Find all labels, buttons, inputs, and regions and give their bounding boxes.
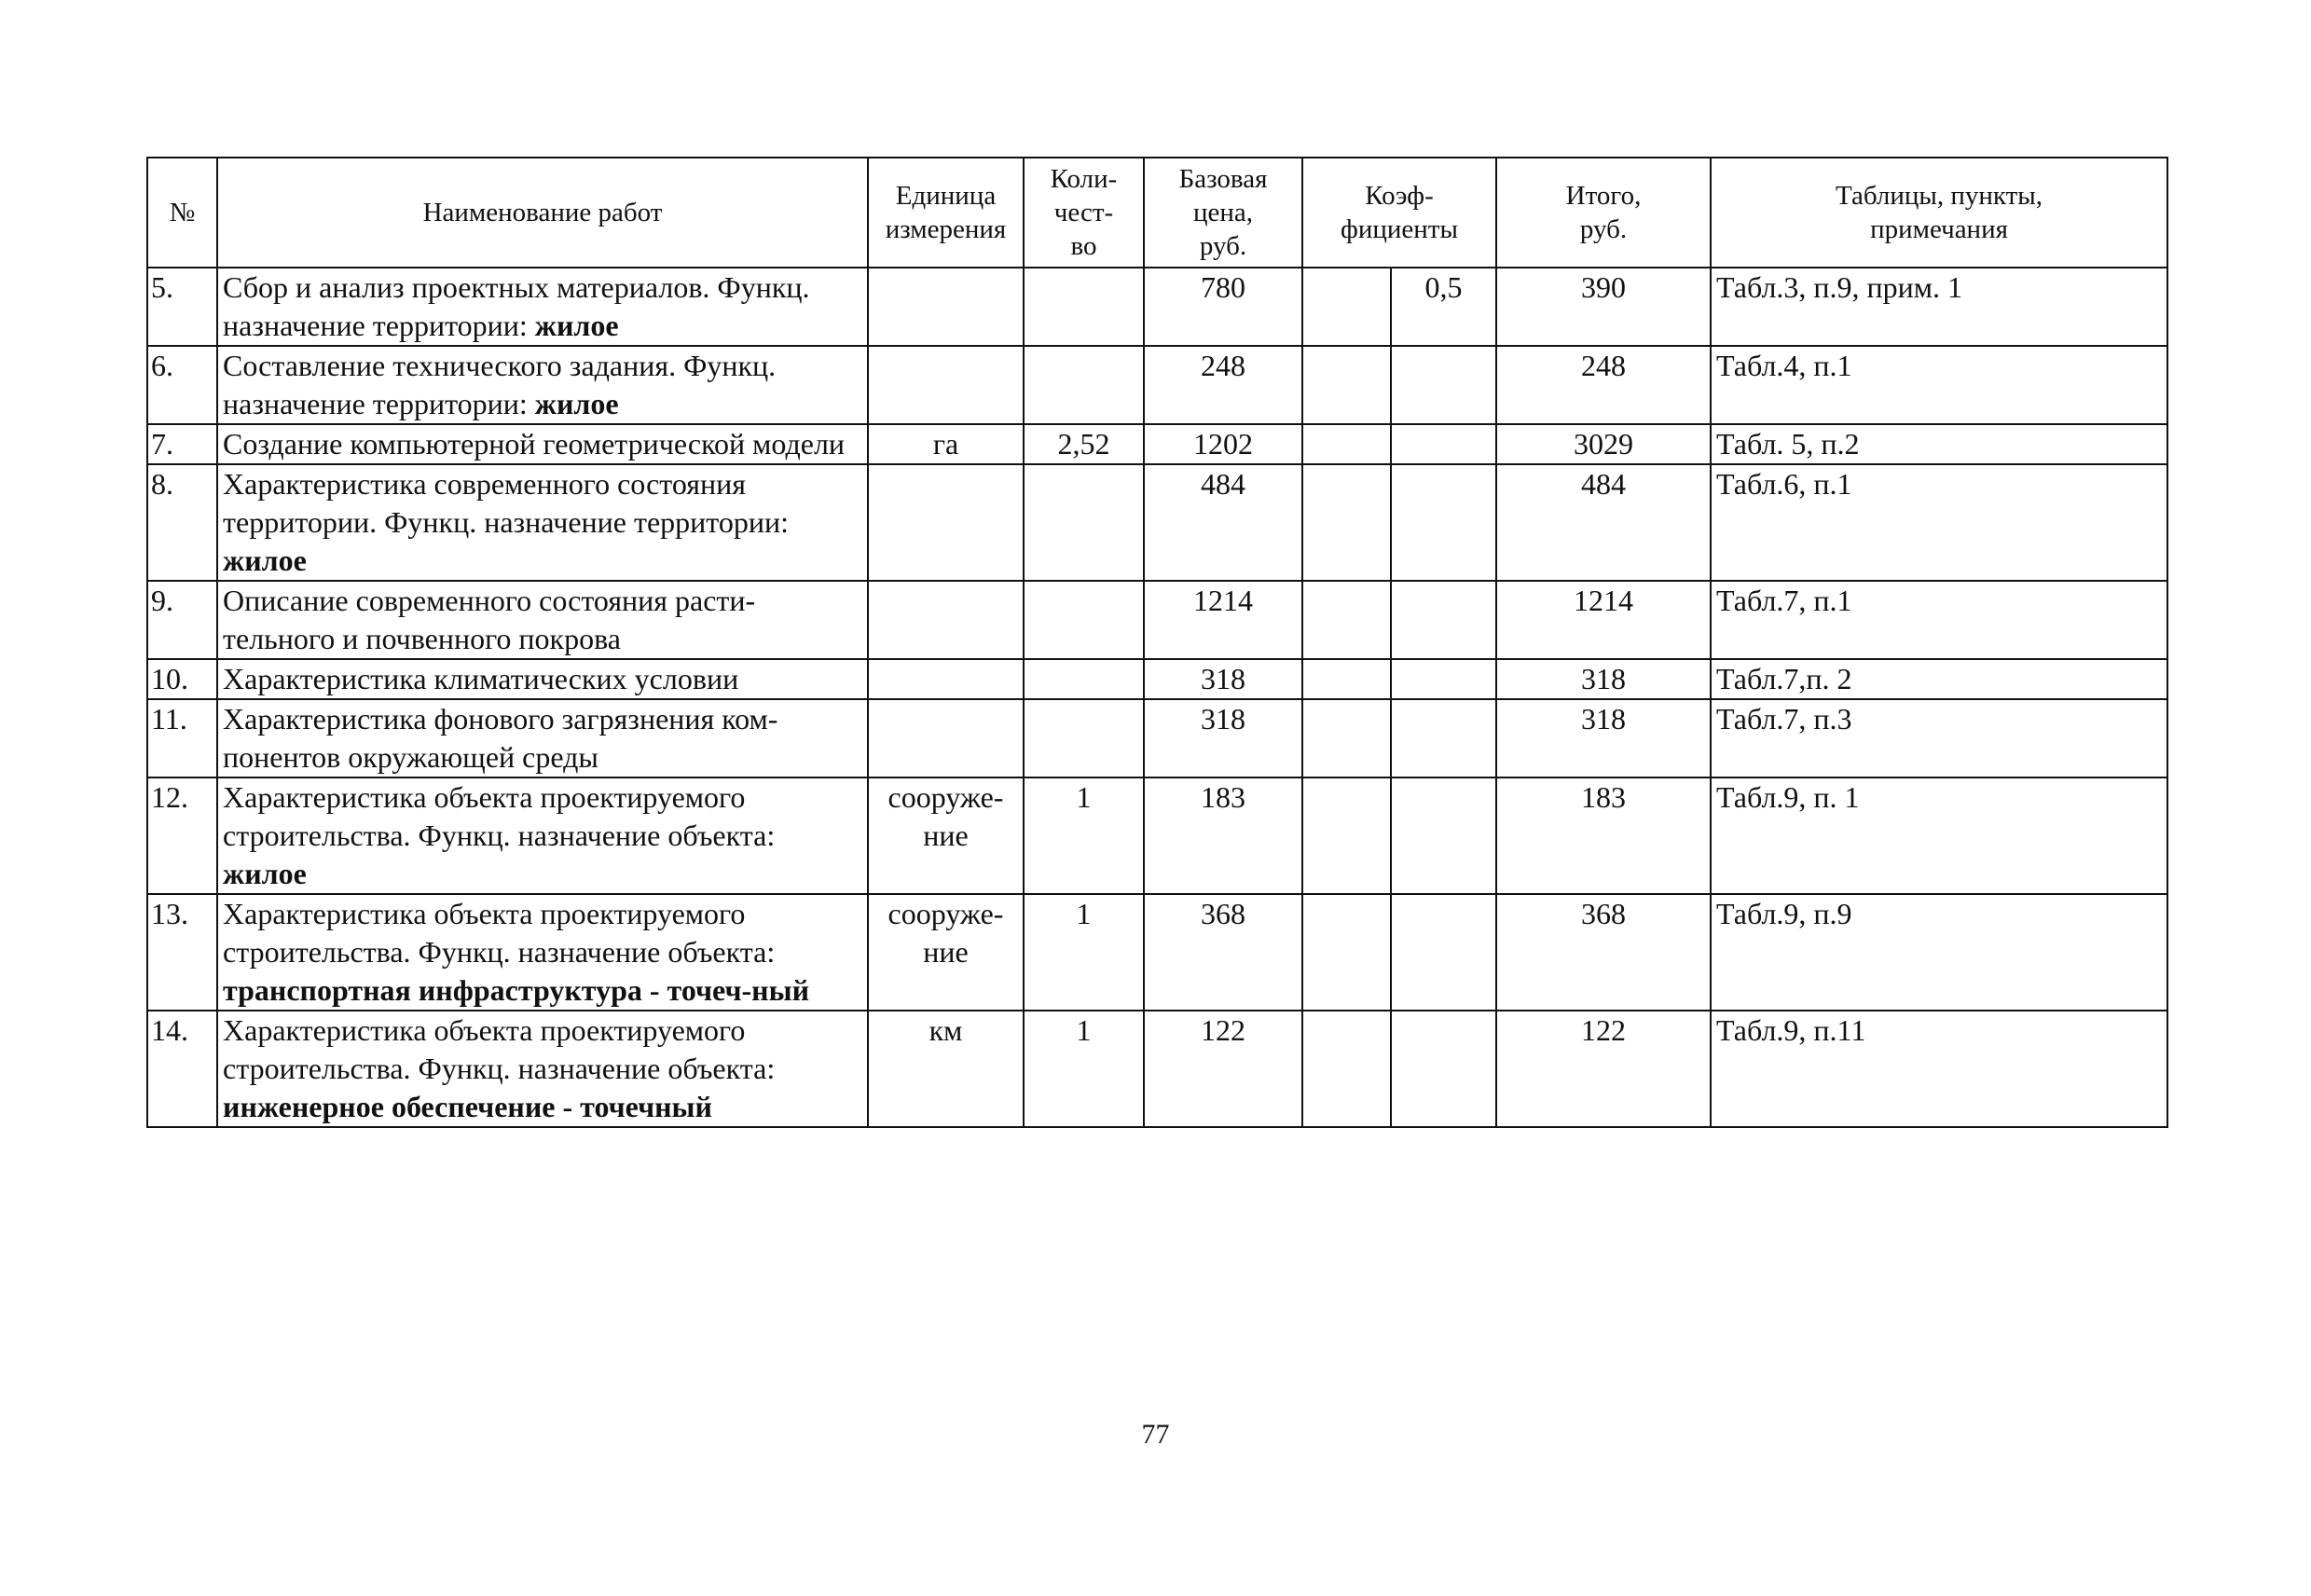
row-name-bold-text: жилое (223, 857, 307, 890)
row-coef1-cell (1302, 1011, 1391, 1127)
row-num-cell: 8. (147, 464, 217, 581)
row-total-cell: 122 (1496, 1011, 1711, 1127)
row-refs-cell: Табл.7, п.1 (1711, 581, 2167, 659)
row-name-text: Характеристика объекта проектируемого строительства. Функц. назначение объекта: (223, 897, 776, 969)
row-qty-cell (1024, 659, 1144, 699)
row-name-text: Характеристика объекта проектируемого строительства. Функц. назначение объекта: (223, 1013, 776, 1085)
row-name-cell (217, 346, 868, 424)
row-coef2-cell (1391, 894, 1496, 1011)
row-refs-cell: Табл.9, п.9 (1711, 894, 2167, 1011)
row-coef1-cell (1302, 346, 1391, 424)
row-num-cell: 7. (147, 424, 217, 464)
row-total-cell: 318 (1496, 699, 1711, 777)
row-base-price-cell: 780 (1144, 268, 1302, 346)
row-qty-cell: 1 (1024, 894, 1144, 1011)
row-coef1-cell (1302, 699, 1391, 777)
row-name-cell (217, 424, 868, 464)
row-refs-cell: Табл.9, п. 1 (1711, 777, 2167, 894)
page-number: 77 (1141, 1419, 1170, 1450)
row-coef2-cell (1391, 1011, 1496, 1127)
row-refs-cell: Табл.7,п. 2 (1711, 659, 2167, 699)
row-qty-cell: 1 (1024, 1011, 1144, 1127)
row-base-price-cell: 183 (1144, 777, 1302, 894)
row-unit-cell (868, 699, 1024, 777)
row-base-price-cell: 1202 (1144, 424, 1302, 464)
row-name-cell (217, 699, 868, 777)
row-name-bold-text: жилое (534, 309, 619, 342)
header-name: Наименование работ (217, 158, 868, 268)
row-name-bold-text: инженерное обеспечение - точечный (223, 1090, 712, 1123)
row-refs-cell: Табл.9, п.11 (1711, 1011, 2167, 1127)
row-coef2-cell (1391, 777, 1496, 894)
row-unit-cell (868, 346, 1024, 424)
table-header-row (147, 158, 2167, 268)
row-name-text: Составление технического задания. Функц. назначение территории: (223, 349, 777, 420)
row-coef1-cell (1302, 268, 1391, 346)
row-name-text: Сбор и анализ проектных материалов. Функц. назначение территории: (223, 270, 810, 342)
table-row (147, 268, 2167, 346)
row-name-text: Характеристика современного состояния территории. Функц. назначение территории: (223, 467, 789, 539)
row-coef2-cell: 0,5 (1391, 268, 1496, 346)
row-total-cell: 368 (1496, 894, 1711, 1011)
row-num-cell: 9. (147, 581, 217, 659)
row-num-cell: 13. (147, 894, 217, 1011)
row-total-cell: 1214 (1496, 581, 1711, 659)
row-refs-cell: Табл.4, п.1 (1711, 346, 2167, 424)
table-row (147, 894, 2167, 1011)
row-unit-cell: га (868, 424, 1024, 464)
row-coef2-cell (1391, 581, 1496, 659)
row-name-cell (217, 581, 868, 659)
table-row (147, 464, 2167, 581)
row-base-price-cell: 368 (1144, 894, 1302, 1011)
row-num-cell: 6. (147, 346, 217, 424)
works-table (146, 157, 2168, 1128)
table-row (147, 699, 2167, 777)
row-total-cell: 390 (1496, 268, 1711, 346)
row-name-cell (217, 777, 868, 894)
row-total-cell: 318 (1496, 659, 1711, 699)
row-qty-cell (1024, 268, 1144, 346)
row-total-cell: 484 (1496, 464, 1711, 581)
row-unit-cell: сооруже-ние (868, 777, 1024, 894)
row-num-cell: 5. (147, 268, 217, 346)
row-coef2-cell (1391, 424, 1496, 464)
row-unit-cell (868, 268, 1024, 346)
row-qty-cell (1024, 581, 1144, 659)
row-qty-cell: 2,52 (1024, 424, 1144, 464)
header-total: Итого, руб. (1496, 158, 1711, 268)
header-refs: Таблицы, пункты, примечания (1711, 158, 2167, 268)
row-name-cell (217, 659, 868, 699)
row-total-cell: 183 (1496, 777, 1711, 894)
row-base-price-cell: 484 (1144, 464, 1302, 581)
row-base-price-cell: 122 (1144, 1011, 1302, 1127)
row-name-text: Характеристика объекта проектируемого строительства. Функц. назначение объекта: (223, 780, 776, 852)
table-row (147, 581, 2167, 659)
table-row (147, 346, 2167, 424)
row-name-cell (217, 268, 868, 346)
row-num-cell: 14. (147, 1011, 217, 1127)
table-row (147, 777, 2167, 894)
table-row (147, 424, 2167, 464)
table-row (147, 659, 2167, 699)
row-coef1-cell (1302, 464, 1391, 581)
row-refs-cell: Табл.3, п.9, прим. 1 (1711, 268, 2167, 346)
row-name-bold-text: жилое (223, 543, 307, 577)
table-body (147, 268, 2167, 1127)
row-unit-cell: км (868, 1011, 1024, 1127)
row-refs-cell: Табл. 5, п.2 (1711, 424, 2167, 464)
row-base-price-cell: 318 (1144, 699, 1302, 777)
row-base-price-cell: 1214 (1144, 581, 1302, 659)
row-unit-cell: сооруже-ние (868, 894, 1024, 1011)
row-refs-cell: Табл.6, п.1 (1711, 464, 2167, 581)
header-qty: Коли- чест- во (1024, 158, 1144, 268)
row-coef1-cell (1302, 659, 1391, 699)
row-num-cell: 10. (147, 659, 217, 699)
row-coef2-cell (1391, 659, 1496, 699)
header-coef: Коэф- фициенты (1302, 158, 1496, 268)
row-name-text: Описание современного состояния расти-тельного и почвенного покрова (223, 584, 756, 655)
row-name-bold-text: жилое (534, 387, 619, 420)
row-refs-cell: Табл.7, п.3 (1711, 699, 2167, 777)
row-total-cell: 248 (1496, 346, 1711, 424)
row-num-cell: 11. (147, 699, 217, 777)
row-coef2-cell (1391, 699, 1496, 777)
row-base-price-cell: 248 (1144, 346, 1302, 424)
row-name-text: Характеристика климатических условии (223, 662, 739, 695)
row-name-text: Создание компьютерной геометрической модели (223, 427, 846, 461)
table-row (147, 1011, 2167, 1127)
row-base-price-cell: 318 (1144, 659, 1302, 699)
row-coef1-cell (1302, 777, 1391, 894)
row-num-cell: 12. (147, 777, 217, 894)
row-coef1-cell (1302, 894, 1391, 1011)
row-coef2-cell (1391, 346, 1496, 424)
row-total-cell: 3029 (1496, 424, 1711, 464)
row-unit-cell (868, 659, 1024, 699)
row-unit-cell (868, 464, 1024, 581)
row-name-text: Характеристика фонового загрязнения ком-понентов окружающей среды (223, 702, 778, 774)
row-qty-cell (1024, 699, 1144, 777)
row-coef1-cell (1302, 581, 1391, 659)
row-name-cell (217, 894, 868, 1011)
row-qty-cell (1024, 464, 1144, 581)
row-name-cell (217, 464, 868, 581)
header-base-price: Базовая цена, руб. (1144, 158, 1302, 268)
header-unit: Единица измерения (868, 158, 1024, 268)
header-num: № (147, 158, 217, 268)
row-name-bold-text: транспортная инфраструктура - точеч-ный (223, 973, 809, 1007)
row-qty-cell (1024, 346, 1144, 424)
row-coef2-cell (1391, 464, 1496, 581)
row-qty-cell: 1 (1024, 777, 1144, 894)
row-unit-cell (868, 581, 1024, 659)
row-name-cell (217, 1011, 868, 1127)
row-coef1-cell (1302, 424, 1391, 464)
